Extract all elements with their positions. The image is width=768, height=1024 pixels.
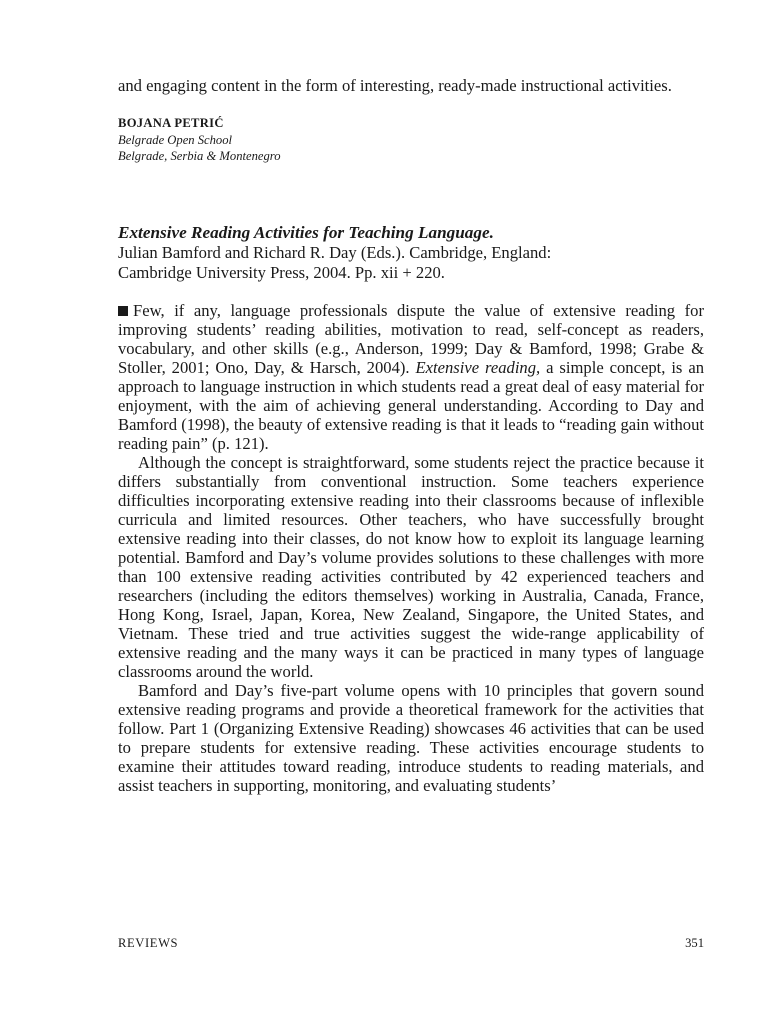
book-title: Extensive Reading Activities for Teaching Language. xyxy=(118,222,494,242)
paragraph-1-emphasis: Extensive reading, xyxy=(415,357,541,377)
footer-section-label: REVIEWS xyxy=(118,936,179,950)
page-number: 351 xyxy=(685,936,704,950)
page-footer xyxy=(118,936,704,951)
top-paragraph: and engaging content in the form of interesting, ready-made instructional activities. xyxy=(118,76,672,95)
paragraph-1-text-a: Few, if any, language professionals dispute the value of extensive reading for improving students’ reading abilities, motivation to read, self-concept as readers, vocabulary, and other skills (e.g., Anderson, 1999; Day & Bamford, 1998; Grabe & Stoller, 2001; Ono, Day, & Harsch, 2004). xyxy=(118,300,704,377)
book-citation-line-1: Julian Bamford and Richard R. Day (Eds.). Cambridge, England: xyxy=(118,242,552,262)
review-heading xyxy=(118,223,704,283)
reviewer-name: BOJANA PETRIĆ xyxy=(118,116,224,130)
reviewer-signature xyxy=(118,115,704,165)
review-paragraph-3: Bamford and Day’s five-part volume opens with 10 principles that govern sound extensive reading programs and provide a theoretical framework for the activities that follow. Part 1 (Organizing Extensive Reading) showcases 46 activities that can be used to prepare students for extensive reading. These activities encourage students to examine their attitudes toward reading, introduce students to reading materials, and assist teachers in supporting, monitoring, and evaluating students’ xyxy=(118,680,704,795)
square-bullet-icon xyxy=(118,306,128,316)
page-content xyxy=(118,76,704,795)
reviewer-affiliation: Belgrade Open School xyxy=(118,132,233,147)
review-paragraph-1 xyxy=(118,301,704,453)
review-paragraph-2: Although the concept is straightforward, some students reject the practice because it differs substantially from conventional instruction. Some teachers experience difficulties incorporating extensive reading into their classrooms because of inflexible curricula and limited resources. Other teachers, who have successfully brought extensive reading into their classes, do not know how to exploit its language learning potential. Bamford and Day’s volume provides solutions to these challenges with more than 100 extensive reading activities contributed by 42 experienced teachers and researchers (including the editors themselves) working in Australia, Canada, France, Hong Kong, Israel, Japan, Korea, New Zealand, Singapore, the United States, and Vietnam. These tried and true activities suggest the wide-range applicability of extensive reading and the many ways it can be practiced in many types of language classrooms around the world. xyxy=(118,452,704,681)
book-citation-line-2: Cambridge University Press, 2004. Pp. xii + 220. xyxy=(118,262,445,282)
reviewer-location: Belgrade, Serbia & Montenegro xyxy=(118,149,281,163)
review-body xyxy=(118,301,704,795)
paragraph-1-text-b: a simple concept, is an approach to language instruction in which students read a great deal of easy material for enjoyment, with the aim of achieving general understanding. According to Day and Bamford (1998), the beauty of extensive reading is that it leads to “reading gain without reading pain” (p. 121). xyxy=(118,357,704,453)
